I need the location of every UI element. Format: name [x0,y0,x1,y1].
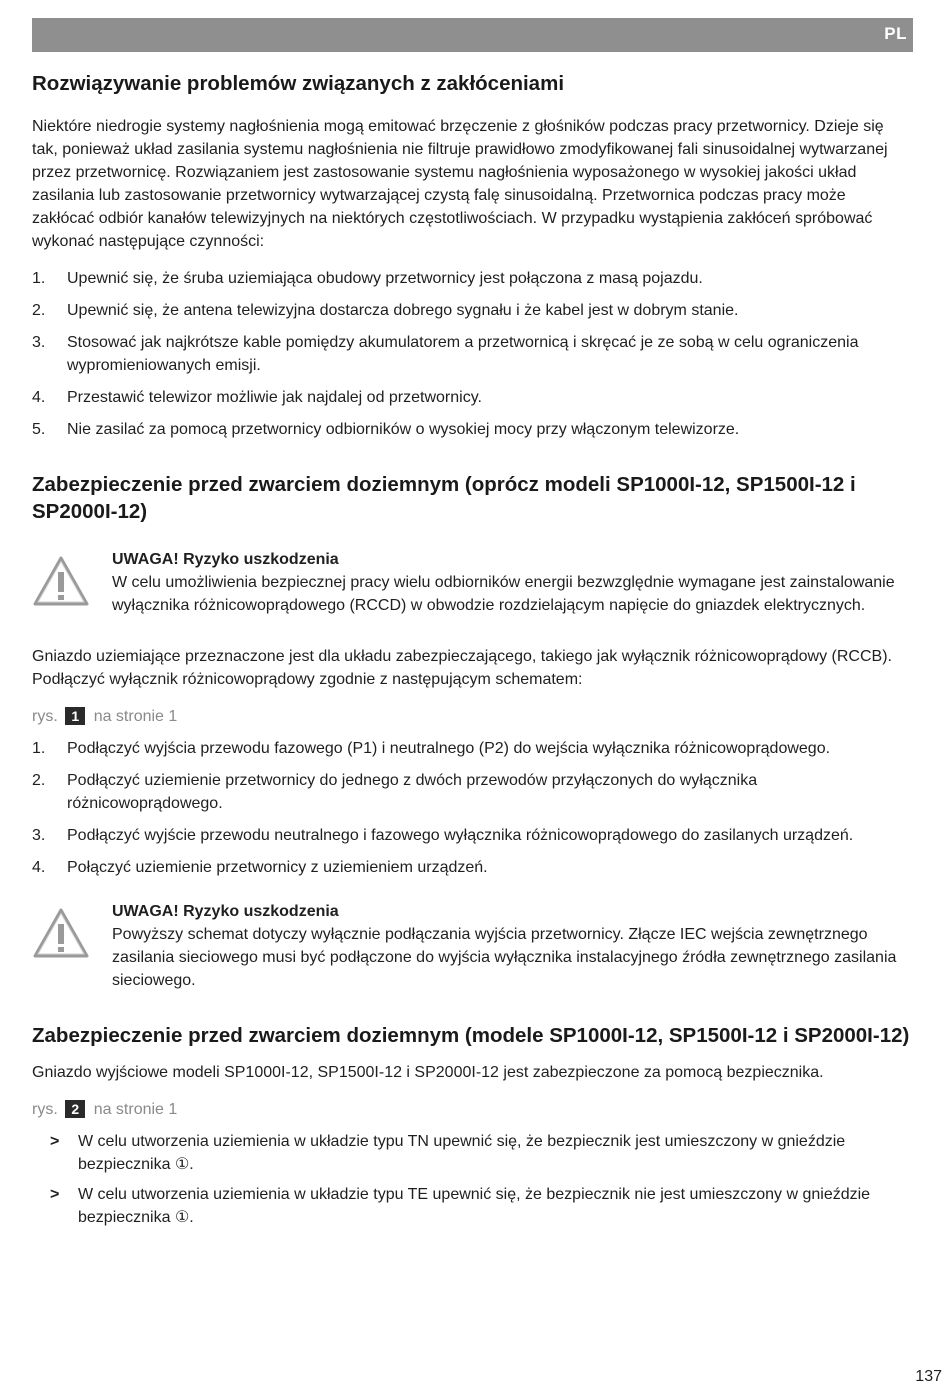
warning-box [32,901,912,992]
warning-triangle-icon [32,907,90,959]
interference-steps-list [32,267,912,441]
list-item: 2. Podłączyć uziemienie przetwornicy do jednego z dwóch przewodów przyłączonych do wyłącznika różnicowoprądowego. [32,772,758,812]
language-tag: PL [884,24,907,43]
warning-title: UWAGA! Ryzyko uszkodzenia [112,903,339,920]
interference-intro-paragraph: Niektóre niedrogie systemy nagłośnienia mogą emitować brzęczenie z głośników podczas pracy przetwornicy. Dzieje się tak, ponieważ układ zasilania systemu nagłośnienia nie filtruje prawidłowo zmodyfikowanej fali sinusoidalnej wytwarzanej przez przetwornicę. Rozwiązaniem jest zastosowanie systemu nagłośnienia wyposażonego w wysokiej jakości układ zasilania lub zastosowanie przetwornicy wytwarzającej czystą falę sinusoidalną. Przetwornica podczas pracy może zakłócać odbiór kanałów telewizyjnych na niektórych częstotliwościach. W przypadku wystąpienia zakłóceń spróbować wykonać następujące czynności: [32,118,888,250]
arrow-bullet-icon: > [50,1133,60,1150]
rccb-steps-list [32,737,912,879]
warning-text: W celu umożliwienia bezpiecznej pracy wielu odbiorników energii bezwzględnie wymagane jest zainstalowanie wyłącznika różnicowoprądowego (RCCD) w obwodzie rozdzielającym napięcie do gniazdek elektrycznych. [112,574,895,614]
fuse-paragraph: Gniazdo wyjściowe modeli SP1000I-12, SP1500I-12 i SP2000I-12 jest zabezpieczone za pomocą bezpiecznika. [32,1064,824,1081]
section-heading-interference: Rozwiązywanie problemów związanych z zakłóceniami [32,72,565,95]
page-content [32,70,912,1236]
warning-title: UWAGA! Ryzyko uszkodzenia [112,551,339,568]
list-item: > W celu utworzenia uziemienia w układzie typu TE upewnić się, że bezpiecznik nie jest umieszczony w gnieździe bezpiecznika ①. [32,1183,912,1229]
list-item: 1. Podłączyć wyjścia przewodu fazowego (P1) i neutralnego (P2) do wejścia wyłącznika różnicowoprądowego. [32,740,831,757]
list-item: 2. Upewnić się, że antena telewizyjna dostarcza dobrego sygnału i że kabel jest w dobrym stanie. [32,302,739,319]
figure-reference: rys. 1 na stronie 1 [32,708,178,725]
warning-triangle-icon [32,555,90,607]
figure-number-badge: 1 [65,707,85,725]
section-heading-ground-fault-models: Zabezpieczenie przed zwarciem doziemnym (modele SP1000I-12, SP1500I-12 i SP2000I-12) [32,1024,910,1047]
list-item: 1. Upewnić się, że śruba uziemiająca obudowy przetwornicy jest połączona z masą pojazdu. [32,270,703,287]
list-item: 4. Przestawić telewizor możliwie jak najdalej od przetwornicy. [32,389,482,406]
list-item: 3. Podłączyć wyjście przewodu neutralnego i fazowego wyłącznika różnicowoprądowego do zasilanych urządzeń. [32,827,854,844]
list-item: 5. Nie zasilać za pomocą przetwornicy odbiorników o wysokiej mocy przy włączonym telewizorze. [32,421,740,438]
header-bar [32,18,913,52]
warning-box [32,549,912,617]
arrow-bullet-icon: > [50,1186,60,1203]
list-item: 4. Połączyć uziemienie przetwornicy z uziemieniem urządzeń. [32,859,488,876]
list-item: 3. Stosować jak najkrótsze kable pomiędzy akumulatorem a przetwornicą i skręcać je ze sobą w celu ograniczenia wypromieniowanych emisji. [32,334,859,374]
page-number: 137 [915,1368,942,1385]
figure-number-badge: 2 [65,1100,85,1118]
fuse-bullets-list [32,1130,912,1229]
rccb-paragraph: Gniazdo uziemiające przeznaczone jest dla układu zabezpieczającego, takiego jak wyłącznik różnicowoprądowy (RCCB). Podłączyć wyłącznik różnicowoprądowy zgodnie z następującym schematem: [32,648,892,688]
warning-text: Powyższy schemat dotyczy wyłącznie podłączania wyjścia przetwornicy. Złącze IEC wejścia zewnętrznego zasilania sieciowego musi być podłączone do wyjścia wyłącznika instalacyjnego źródła zewnętrznego zasilania sieciowego. [112,926,897,989]
figure-reference: rys. 2 na stronie 1 [32,1101,178,1118]
list-item: > W celu utworzenia uziemienia w układzie typu TN upewnić się, że bezpiecznik jest umieszczony w gnieździe bezpiecznika ①. [32,1130,912,1176]
section-heading-ground-fault: Zabezpieczenie przed zwarciem doziemnym (oprócz modeli SP1000I-12, SP1500I-12 i SP2000I-12) [32,473,856,523]
